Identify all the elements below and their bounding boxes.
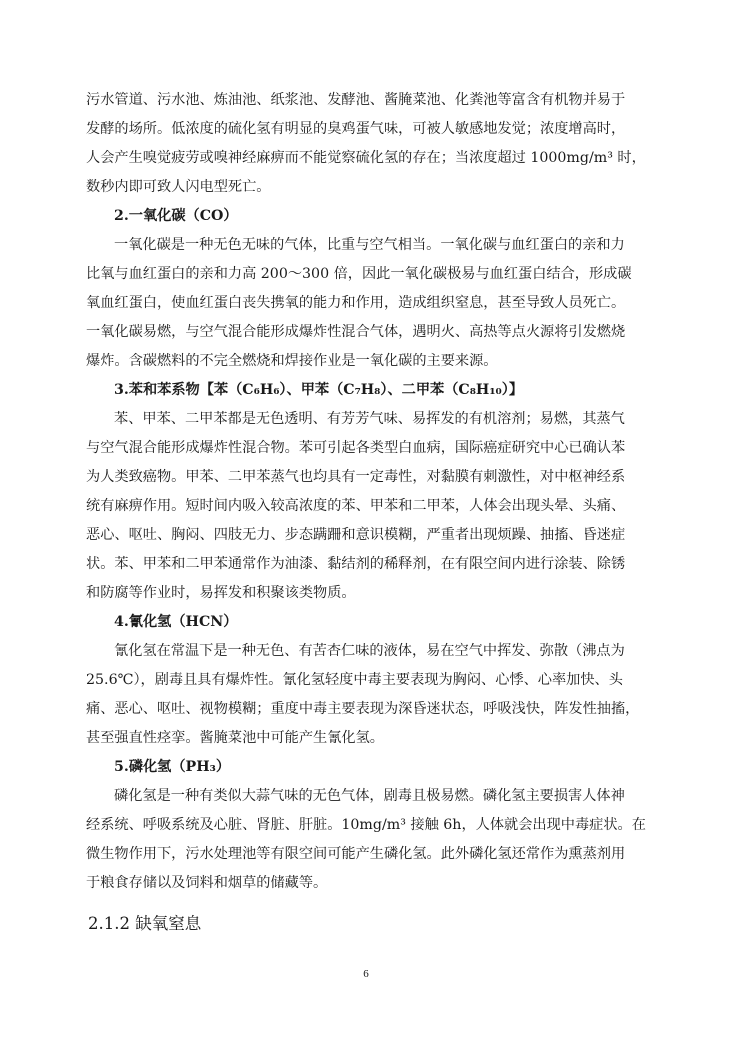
paragraph-line: 痛、恶心、呕吐、视物模糊；重度中毒主要表现为深昏迷状态，呼吸浅快，阵发性抽搐， — [86, 701, 640, 717]
paragraph-line: 氰化氢在常温下是一种无色、有苦杏仁味的液体，易在空气中挥发、弥散（沸点为 — [114, 643, 625, 659]
heading-co: 2.一氧化碳（CO） — [114, 208, 238, 224]
paragraph-line: 氧血红蛋白，使血红蛋白丧失携氧的能力和作用，造成组织窒息，甚至导致人员死亡。 — [86, 295, 626, 311]
paragraph-line: 发酵的场所。低浓度的硫化氢有明显的臭鸡蛋气味，可被人敏感地发觉；浓度增高时， — [86, 121, 626, 137]
paragraph-line: 比氧与血红蛋白的亲和力高 200～300 倍，因此一氧化碳极易与血红蛋白结合，形成碳 — [86, 266, 632, 282]
paragraph-line: 25.6℃），剧毒且具有爆炸性。氰化氢轻度中毒主要表现为胸闷、心悸、心率加快、头 — [86, 672, 623, 688]
paragraph-line: 于粮食存储以及饲料和烟草的储藏等。 — [86, 875, 328, 891]
paragraph-line: 一氧化碳是一种无色无味的气体，比重与空气相当。一氧化碳与血红蛋白的亲和力 — [114, 237, 625, 253]
paragraph-line: 统有麻痹作用。短时间内吸入较高浓度的苯、甲苯和二甲苯，人体会出现头晕、头痛、 — [86, 498, 626, 514]
paragraph-line: 磷化氢是一种有类似大蒜气味的无色气体，剧毒且极易燃。磷化氢主要损害人体神 — [114, 788, 625, 804]
paragraph-line: 恶心、呕吐、胸闷、四肢无力、步态蹒跚和意识模糊，严重者出现烦躁、抽搐、昏迷症 — [86, 527, 626, 543]
heading-ph3: 5.磷化氢（PH₃） — [114, 759, 231, 775]
paragraph-line: 为人类致癌物。甲苯、二甲苯蒸气也均具有一定毒性，对黏膜有刺激性，对中枢神经系 — [86, 469, 626, 485]
paragraph-line: 数秒内即可致人闪电型死亡。 — [86, 179, 271, 195]
paragraph-line: 与空气混合能形成爆炸性混合物。苯可引起各类型白血病，国际癌症研究中心已确认苯 — [86, 440, 626, 456]
heading-hcn: 4.氰化氢（HCN） — [114, 614, 238, 630]
heading-benzene: 3.苯和苯系物【苯（C₆H₆）、甲苯（C₇H₈）、二甲苯（C₈H₁₀）】 — [114, 382, 524, 398]
page-number: 6 — [363, 968, 369, 980]
paragraph-line: 爆炸。含碳燃料的不完全燃烧和焊接作业是一氧化碳的主要来源。 — [86, 353, 498, 369]
paragraph-line: 状。苯、甲苯和二甲苯通常作为油漆、黏结剂的稀释剂，在有限空间内进行涂装、除锈 — [86, 556, 626, 572]
paragraph-line: 一氧化碳易燃，与空气混合能形成爆炸性混合气体，遇明火、高热等点火源将引发燃烧 — [86, 324, 626, 340]
paragraph-line: 甚至强直性痉挛。酱腌菜池中可能产生氰化氢。 — [86, 730, 384, 746]
page-body — [86, 86, 658, 898]
paragraph-line: 苯、甲苯、二甲苯都是无色透明、有芳芳气味、易挥发的有机溶剂；易燃，其蒸气 — [114, 411, 625, 427]
section-heading: 2.1.2 缺氧窒息 — [88, 914, 202, 933]
paragraph-line: 和防腐等作业时，易挥发和积聚该类物质。 — [86, 585, 356, 601]
paragraph-line: 人会产生嗅觉疲劳或嗅神经麻痹而不能觉察硫化氢的存在；当浓度超过 1000mg/m³ 时， — [86, 150, 646, 166]
paragraph-line: 经系统、呼吸系统及心脏、肾脏、肝脏。10mg/m³ 接触 6h，人体就会出现中毒症状。在 — [86, 817, 646, 833]
paragraph-line: 微生物作用下，污水处理池等有限空间可能产生磷化氢。此外磷化氢还常作为熏蒸剂用 — [86, 846, 626, 862]
paragraph-line: 污水管道、污水池、炼油池、纸浆池、发酵池、酱腌菜池、化粪池等富含有机物并易于 — [86, 92, 626, 108]
